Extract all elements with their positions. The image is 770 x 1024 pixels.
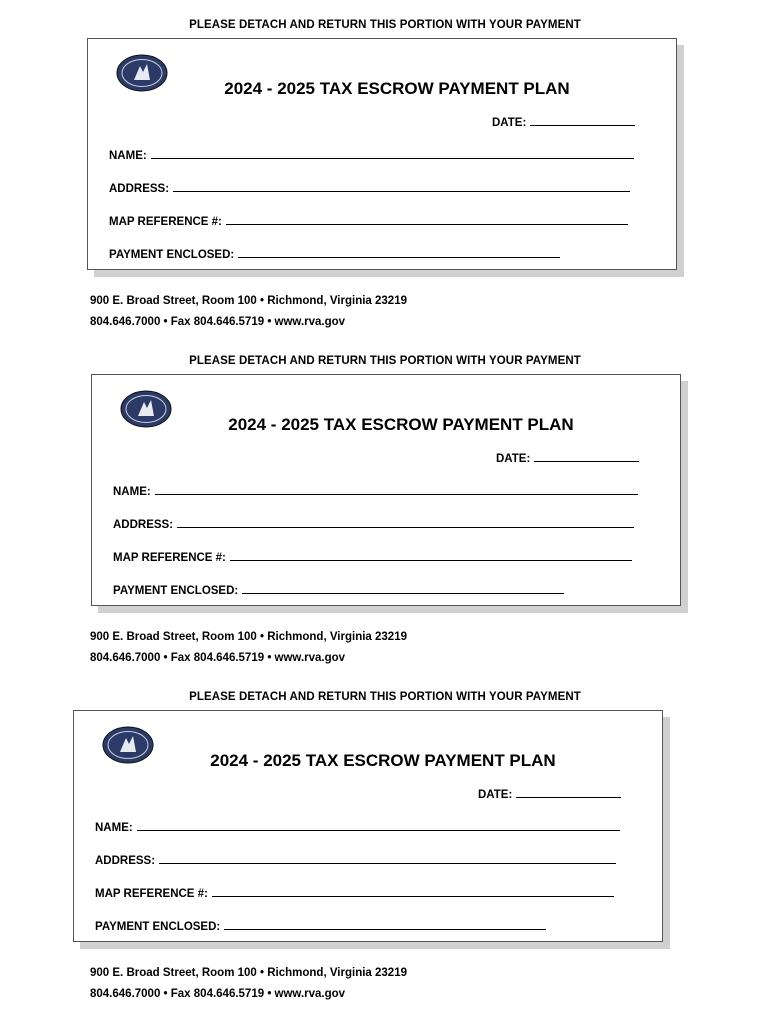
name-field[interactable] (113, 486, 638, 498)
office-address: 900 E. Broad Street, Room 100 • Richmond, Virginia 23219 (90, 295, 407, 307)
name-label: NAME: (109, 150, 147, 162)
address-field[interactable] (109, 183, 630, 195)
name-label: NAME: (113, 486, 151, 498)
name-field[interactable] (95, 822, 620, 834)
address-label: ADDRESS: (95, 855, 156, 867)
date-field[interactable] (496, 453, 639, 465)
office-contact: 804.646.7000 • Fax 804.646.5719 • www.rva.gov (90, 316, 346, 328)
slip-section-2 (0, 355, 770, 685)
name-label: NAME: (95, 822, 133, 834)
address-label: ADDRESS: (109, 183, 170, 195)
map-reference-label: MAP REFERENCE #: (113, 552, 226, 564)
payment-form-box (73, 710, 663, 942)
date-field[interactable] (492, 117, 635, 129)
payment-enclosed-field[interactable] (95, 921, 546, 933)
office-address: 900 E. Broad Street, Room 100 • Richmond, Virginia 23219 (90, 631, 407, 643)
date-label: DATE: (478, 789, 513, 801)
payment-enclosed-label: PAYMENT ENCLOSED: (109, 249, 235, 261)
detach-notice: PLEASE DETACH AND RETURN THIS PORTION WITH YOUR PAYMENT (189, 355, 581, 367)
office-contact: 804.646.7000 • Fax 804.646.5719 • www.rva.gov (90, 652, 346, 664)
office-address: 900 E. Broad Street, Room 100 • Richmond, Virginia 23219 (90, 967, 407, 979)
slip-section-1 (0, 19, 770, 349)
office-contact: 804.646.7000 • Fax 804.646.5719 • www.rva.gov (90, 988, 346, 1000)
payment-form-box (87, 38, 677, 270)
map-reference-field[interactable] (95, 888, 614, 900)
office-address-block (90, 291, 407, 333)
payment-enclosed-field[interactable] (109, 249, 560, 261)
date-label: DATE: (496, 453, 531, 465)
date-field[interactable] (478, 789, 621, 801)
map-reference-field[interactable] (109, 216, 628, 228)
payment-form-box (91, 374, 681, 606)
office-address-block (90, 963, 407, 1005)
form-title: 2024 - 2025 TAX ESCROW PAYMENT PLAN (210, 751, 556, 770)
payment-enclosed-field[interactable] (113, 585, 564, 597)
name-field[interactable] (109, 150, 634, 162)
slip-section-3 (0, 691, 770, 1021)
address-field[interactable] (113, 519, 634, 531)
map-reference-field[interactable] (113, 552, 632, 564)
detach-notice: PLEASE DETACH AND RETURN THIS PORTION WITH YOUR PAYMENT (189, 691, 581, 703)
detach-notice: PLEASE DETACH AND RETURN THIS PORTION WITH YOUR PAYMENT (189, 19, 581, 31)
form-title: 2024 - 2025 TAX ESCROW PAYMENT PLAN (228, 415, 574, 434)
map-reference-label: MAP REFERENCE #: (95, 888, 208, 900)
map-reference-label: MAP REFERENCE #: (109, 216, 222, 228)
date-label: DATE: (492, 117, 527, 129)
address-label: ADDRESS: (113, 519, 174, 531)
office-address-block (90, 627, 407, 669)
payment-enclosed-label: PAYMENT ENCLOSED: (95, 921, 221, 933)
form-title: 2024 - 2025 TAX ESCROW PAYMENT PLAN (224, 79, 570, 98)
address-field[interactable] (95, 855, 616, 867)
payment-enclosed-label: PAYMENT ENCLOSED: (113, 585, 239, 597)
